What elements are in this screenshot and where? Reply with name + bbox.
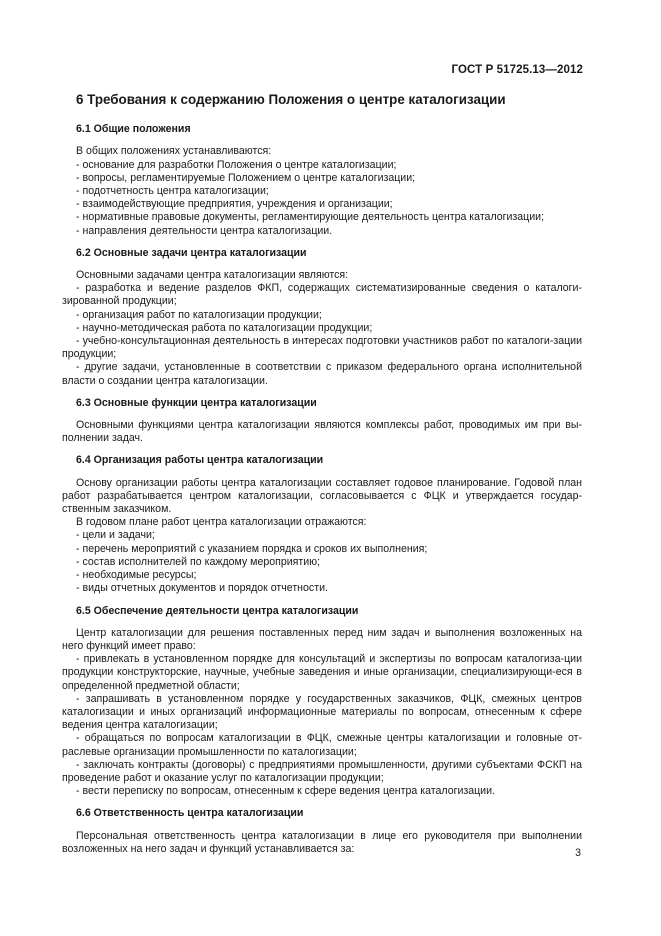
list-item: - вопросы, регламентируемые Положением о центре каталогизации; — [76, 171, 416, 184]
paragraph: Основу организации работы центра каталогизации составляет годовое планирование. Годовой план работ разрабатывается центром каталогизации, согласовывается с ФЦК и утверждается государ-ственным заказчиком. — [62, 476, 582, 516]
list-item: - разработка и ведение разделов ФКП, содержащих систематизированные сведения о каталоги-зированной продукции; — [62, 282, 582, 308]
subsection-title-6-3: 6.3 Основные функции центра каталогизации — [76, 396, 317, 409]
list-item: - вести переписку по вопросам, отнесенным к сфере ведения центра каталогизации. — [76, 785, 495, 798]
list-item: - заключать контракты (договоры) с предприятиями промышленности, другими субъектами ФСКП на проведение работ и оказание услуг по каталогизации продукции; — [62, 758, 582, 784]
paragraph: Персональная ответственность центра каталогизации в лице его руководителя при выполнении возложенных на него задач и функций устанавливается за: — [62, 829, 582, 855]
subsection-title-6-2: 6.2 Основные задачи центра каталогизации — [76, 246, 307, 259]
list-item: - привлекать в установленном порядке для консультаций и экспертизы по вопросам каталогиза-ции продукции конструкторские, научные, учебные заведения и иные организации, специализирующи-еся в определенной предметной области; — [62, 653, 582, 692]
subsection-body-6-3 — [62, 419, 582, 445]
list-item: - организация работ по каталогизации продукции; — [76, 308, 322, 321]
paragraph: Центр каталогизации для решения поставленных перед ним задач и выполнения возложенных на него функций имеет право: — [62, 626, 582, 652]
list-item: - перечень мероприятий с указанием порядка и сроков их выполнения; — [76, 542, 428, 555]
list-item: - цели и задачи; — [76, 529, 155, 542]
subsection-body-6-6 — [62, 830, 582, 856]
list-item: - другие задачи, установленные в соответствии с приказом федерального органа исполнительной власти о создании центра каталогизации. — [62, 361, 582, 387]
standard-number: ГОСТ Р 51725.13—2012 — [451, 64, 583, 76]
subsection-title-6-1: 6.1 Общие положения — [76, 123, 191, 136]
list-item: - обращаться по вопросам каталогизации в ФЦК, смежные центры каталогизации и головные от-раслевые организации промышленности по каталогизации; — [62, 732, 582, 758]
page-number: 3 — [575, 847, 581, 859]
subsection-title-6-4: 6.4 Организация работы центра каталогизации — [76, 454, 324, 467]
paragraph: В общих положениях устанавливаются: — [76, 145, 272, 158]
list-item: - нормативные правовые документы, регламентирующие деятельность центра каталогизации; — [76, 211, 545, 224]
subsection-body-6-4 — [62, 477, 582, 596]
paragraph: Основными функциями центра каталогизации являются комплексы работ, проводимых им при вы-полнении задач. — [62, 419, 582, 445]
list-item: - учебно-консультационная деятельность в интересах подготовки участников работ по каталоги-зации продукции; — [62, 335, 582, 361]
list-item: - запрашивать в установленном порядке у государственных заказчиков, ФЦК, смежных центров каталогизации и иных организаций информационные материалы по вопросам, отнесенным к сфере ведения центра каталогизации; — [62, 692, 582, 732]
subsection-title-6-6: 6.6 Ответственность центра каталогизации — [76, 807, 304, 820]
subsection-body-6-1 — [62, 145, 582, 237]
subsection-body-6-5 — [62, 627, 582, 799]
list-item: - состав исполнителей по каждому мероприятию; — [76, 555, 321, 568]
list-item: - научно-методическая работа по каталогизации продукции; — [76, 321, 373, 334]
paragraph: Основными задачами центра каталогизации являются: — [76, 269, 349, 282]
section-title: 6 Требования к содержанию Положения о центре каталогизации — [76, 92, 506, 107]
list-item: - основание для разработки Положения о центре каталогизации; — [76, 158, 397, 171]
list-item: - взаимодействующие предприятия, учреждения и организации; — [76, 198, 393, 211]
document-body — [62, 90, 582, 865]
subsection-body-6-2 — [62, 269, 582, 388]
list-item: - направления деятельности центра каталогизации. — [76, 224, 333, 237]
list-item: - виды отчетных документов и порядок отчетности. — [76, 582, 328, 595]
paragraph: В годовом плане работ центра каталогизации отражаются: — [76, 516, 367, 529]
list-item: - необходимые ресурсы; — [76, 569, 197, 582]
list-item: - подотчетность центра каталогизации; — [76, 185, 269, 198]
subsection-title-6-5: 6.5 Обеспечение деятельности центра каталогизации — [76, 604, 359, 617]
